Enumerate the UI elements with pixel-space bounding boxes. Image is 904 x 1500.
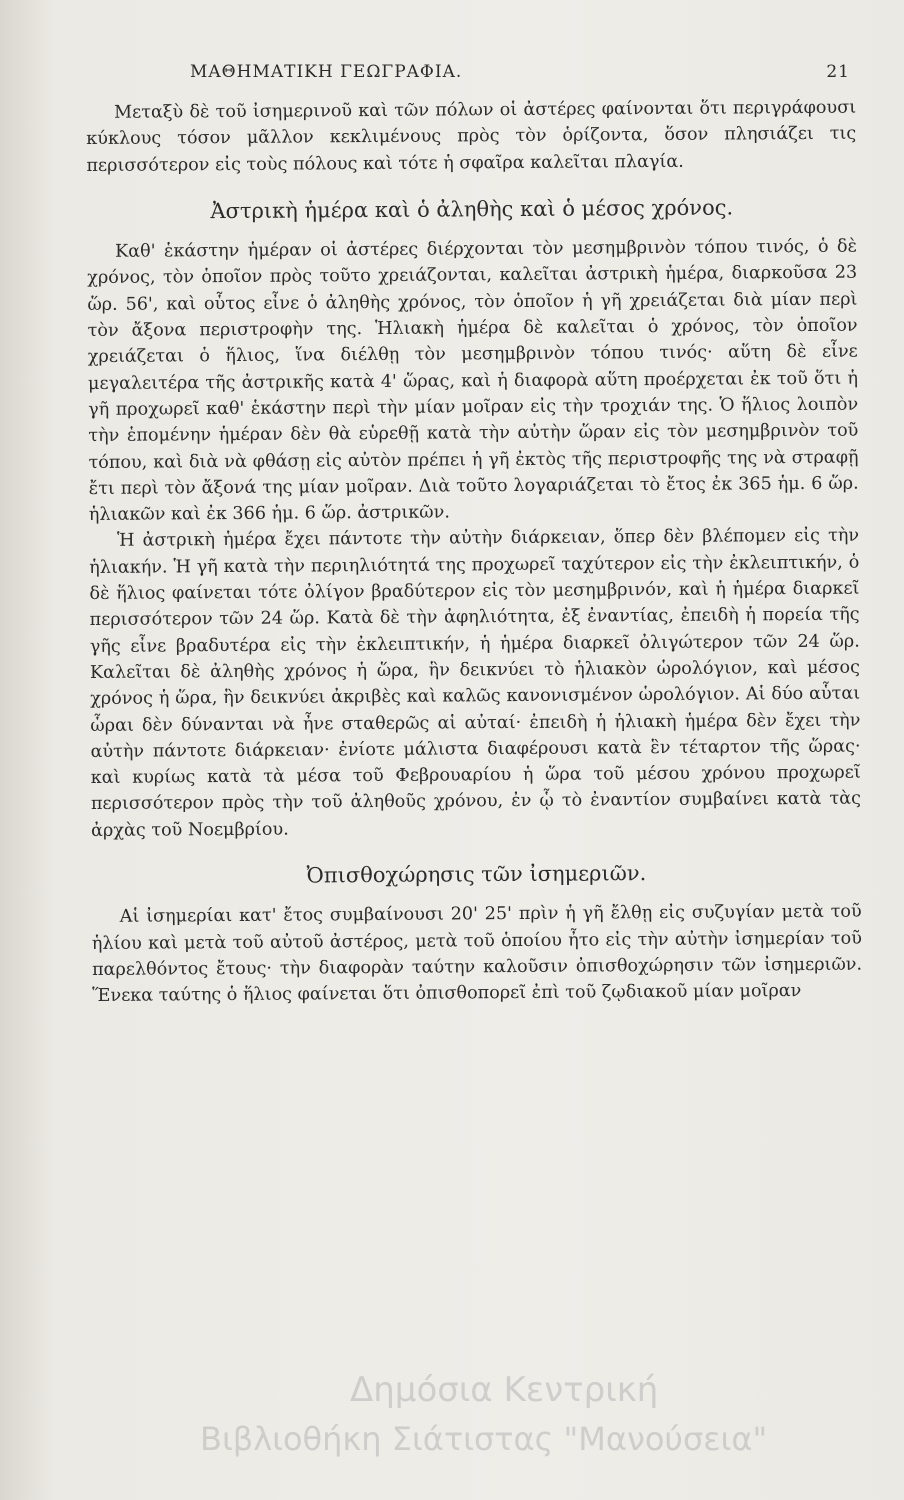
- watermark-line-1: Δημόσια Κεντρική: [350, 1370, 659, 1410]
- body-text: [86, 95, 862, 1010]
- section-title-precession: Ὀπισθοχώρησις τῶν ἰσημεριῶν.: [306, 861, 647, 888]
- paragraph-sidereal-day: Καθ' ἑκάστην ἡμέραν οἱ ἀστέρες διέρχονται τὸν μεσημβρινὸν τόπου τινός, ὁ δὲ χρόνος, τὸν ὁποῖον πρὸς τοῦτο χρειάζονται, καλεῖται ἀστρικὴ ἡμέρα, διαρκοῦσα 23 ὥρ. 56', καὶ οὗτος εἶνε ὁ ἀληθὴς χρόνος, τὸν ὁποῖον ἡ γῆ χρειάζεται διὰ μίαν περὶ τὸν ἄξονα περιστροφὴν της. Ἡλιακὴ ἡμέρα δὲ καλεῖται ὁ χρόνος, τὸν ὁποῖον χρειάζεται ὁ ἥλιος, ἵνα διέλθῃ τὸν μεσημβρινὸν τόπου τινός· αὕτη δὲ εἶνε μεγαλειτέρα τῆς ἀστρικῆς κατὰ 4' ὥρας, καὶ ἡ διαφορὰ αὕτη προέρχεται ἐκ τοῦ ὅτι ἡ γῆ προχωρεῖ καθ' ἑκάστην περὶ τὴν μίαν μοῖραν εἰς τὴν τροχιάν της. Ὁ ἥλιος λοιπὸν τὴν ἑπομένην ἡμέραν δὲν θὰ εὑρεθῇ κατὰ τὴν αὐτὴν ὥραν εἰς τὸν μεσημβρινὸν τοῦ τόπου, καὶ διὰ νὰ φθάσῃ εἰς αὐτὸν πρέπει ἡ γῆ ἐκτὸς τῆς περιστροφῆς της νὰ στραφῇ ἔτι περὶ τὸν ἄξονά της μίαν μοῖραν. Διὰ τοῦτο λογαριάζεται τὸ ἔτος ἐκ 365 ἡμ. 6 ὥρ. ἡλιακῶν καὶ ἐκ 366 ἡμ. 6 ὥρ. ἀστρικῶν.: [87, 236, 859, 526]
- section-title-sidereal-day: Ἀστρικὴ ἡμέρα καὶ ὁ ἀληθὴς καὶ ὁ μέσος χρόνος.: [210, 195, 734, 224]
- watermark-line-2: Βιβλιοθήκη Σιάτιστας "Μανούσεια": [200, 1420, 768, 1458]
- intro-paragraph: Μεταξὺ δὲ τοῦ ἰσημερινοῦ καὶ τῶν πόλων οἱ ἀστέρες φαίνονται ὅτι περιγράφουσι κύκλους τόσον μᾶλλον κεκλιμένους πρὸς τὸν ὁρίζοντα, ὅσον πλησιάζει τις περισσότερον εἰς τοὺς πόλους καὶ τότε ἡ σφαῖρα καλεῖται πλαγία.: [86, 97, 857, 176]
- paragraph-true-mean-time: Ἡ ἀστρικὴ ἡμέρα ἔχει πάντοτε τὴν αὐτὴν διάρκειαν, ὅπερ δὲν βλέπομεν εἰς τὴν ἡλιακήν. Ἡ γῆ κατὰ τὴν περιηλιότητά της προχωρεῖ ταχύτερον εἰς τὴν ἐκλειπτικήν, ὁ δὲ ἥλιος φαίνεται τότε ὀλίγον βραδύτερον εἰς τὸν μεσημβρινόν, καὶ ἡ ἡμέρα διαρκεῖ περισσότερον τῶν 24 ὥρ. Κατὰ δὲ τὴν ἀφηλιότητα, ἐξ ἐναντίας, ἐπειδὴ ἡ πορεία τῆς γῆς εἶνε βραδυτέρα εἰς τὴν ἐκλειπτικήν, ἡ ἡμέρα διαρκεῖ ὀλιγώτερον τῶν 24 ὥρ. Καλεῖται δὲ ἀληθὴς χρόνος ἡ ὥρα, ἣν δεικνύει τὸ ἡλιακὸν ὡρολόγιον, καὶ μέσος χρόνος ἡ ὥρα, ἣν δεικνύει ἀκριβὲς καὶ καλῶς κανονισμένον ὡρολόγιον. Αἱ δύο αὗται ὧραι δὲν δύνανται νὰ ἦνε σταθερῶς αἱ αὐταί· ἐπειδὴ ἡ ἡλιακὴ ἡμέρα δὲν ἔχει τὴν αὐτὴν πάντοτε διάρκειαν· ἐνίοτε μάλιστα διαφέρουσι κατὰ ἓν τέταρτον τῆς ὥρας· καὶ κυρίως κατὰ τὰ μέσα τοῦ Φεβρουαρίου ἡ ὥρα τοῦ μέσου χρόνου προχωρεῖ περισσότερον πρὸς τὴν τοῦ ἀληθοῦς χρόνου, ἐν ᾧ τὸ ἐναντίον συμβαίνει κατὰ τὰς ἀρχὰς τοῦ Νοεμβρίου.: [89, 526, 861, 841]
- page-number: 21: [826, 62, 850, 82]
- paragraph-precession: Αἱ ἰσημερίαι κατ' ἔτος συμβαίνουσι 20' 25' πρὶν ἡ γῆ ἔλθῃ εἰς συζυγίαν μετὰ τοῦ ἡλίου καὶ μετὰ τοῦ αὐτοῦ ἀστέρος, μετὰ τοῦ ὁποίου ἦτο εἰς τὴν αὐτὴν ἰσημερίαν τοῦ παρελθόντος ἔτους· τὴν διαφορὰν ταύτην καλοῦσιν ὀπισθοχώρησιν τῶν ἰσημεριῶν. Ἕνεκα ταύτης ὁ ἥλιος φαίνεται ὅτι ὀπισθοπορεῖ ἐπὶ τοῦ ζῳδιακοῦ μίαν μοῖραν: [91, 901, 863, 1007]
- running-title: ΜΑΘΗΜΑΤΙΚΗ ΓΕΩΓΡΑΦΙΑ.: [190, 62, 463, 82]
